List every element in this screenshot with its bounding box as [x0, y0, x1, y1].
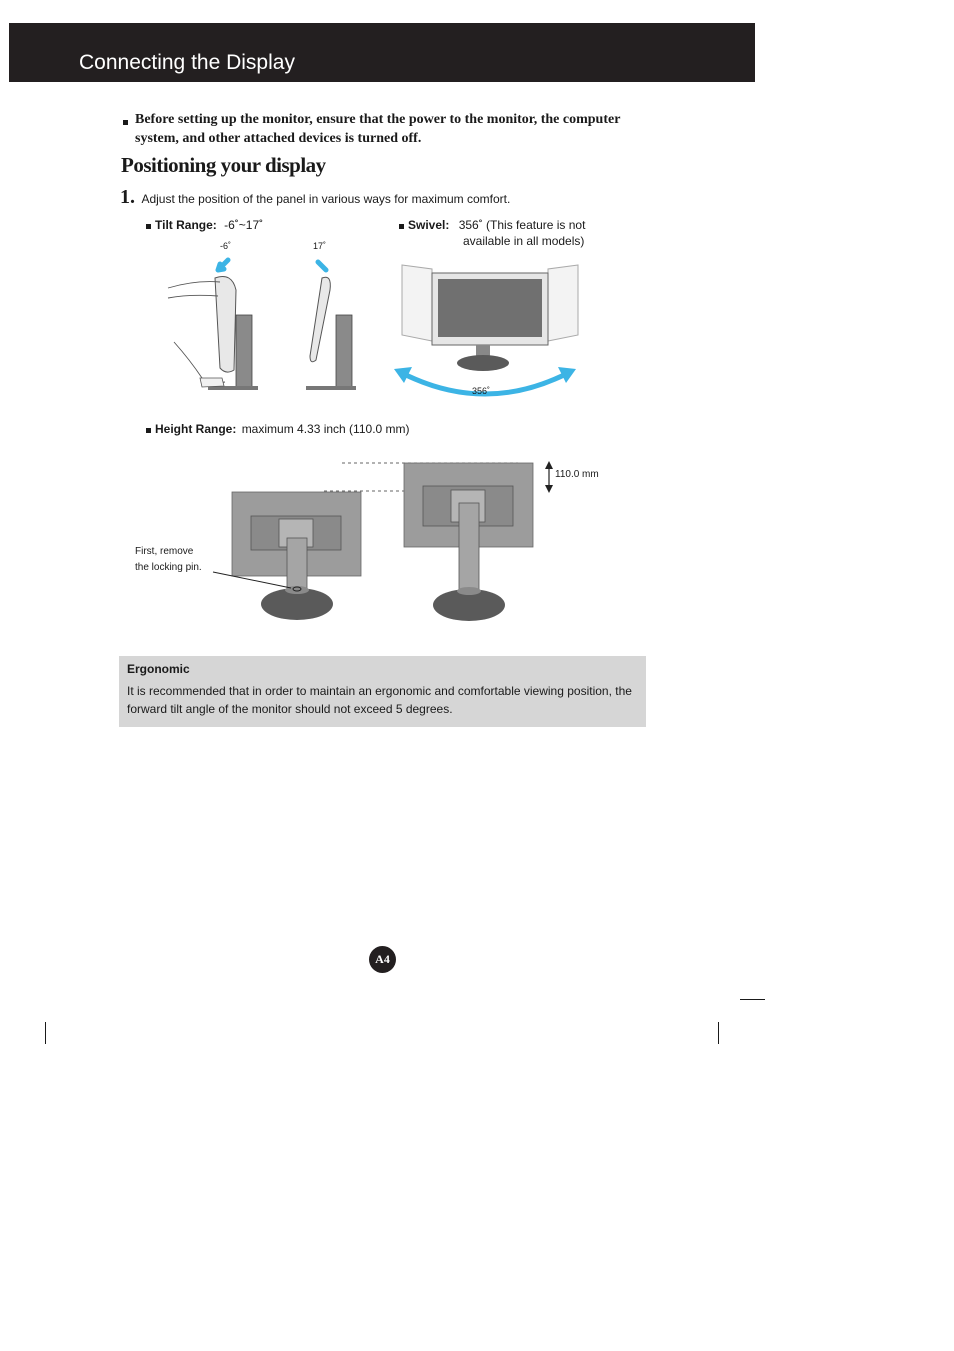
- tilt-range-value: -6˚~17˚: [224, 218, 264, 232]
- monitor-back-raised-icon: [404, 463, 533, 621]
- crop-mark: [740, 999, 765, 1000]
- tilted-forward-monitor-icon: [306, 262, 356, 390]
- crop-mark: [718, 1022, 719, 1044]
- height-dimension-arrow-icon: [545, 461, 553, 493]
- height-dimension-label: 110.0 mm: [555, 469, 599, 480]
- page-number-badge: A4: [369, 946, 396, 973]
- swivel-value-line1: 356˚ (This feature is not: [458, 218, 586, 232]
- crop-mark: [45, 1022, 46, 1044]
- header-bar: [9, 23, 755, 82]
- section-title: Positioning your display: [121, 153, 326, 177]
- bullet-icon: [146, 224, 151, 229]
- page-header-title: Connecting the Display: [79, 51, 295, 74]
- step-1: [120, 186, 510, 209]
- monitor-back-lowered-icon: [232, 492, 361, 620]
- ergonomic-note: [119, 656, 646, 727]
- swivel-value-line2: available in all models): [463, 234, 585, 248]
- swivel-monitor-icon: [394, 265, 578, 394]
- tilt-illustration: [160, 250, 420, 410]
- locking-pin-callout-line2: the locking pin.: [135, 562, 202, 573]
- height-range-label: Height Range:: [155, 422, 237, 436]
- tilt-range-label: Tilt Range:: [155, 218, 217, 232]
- swivel-illustration: [390, 255, 590, 405]
- tilted-back-monitor-icon: [168, 260, 258, 390]
- swivel-label: Swivel:: [408, 218, 450, 232]
- notice-text: Before setting up the monitor, ensure that the power to the monitor, the computer system, and other attached devices is turned off.: [135, 112, 621, 146]
- height-illustration: [225, 455, 525, 635]
- step-text: Adjust the position of the panel in various ways for maximum comfort.: [141, 192, 511, 206]
- step-number: 1.: [120, 186, 135, 208]
- ergonomic-title: Ergonomic: [127, 662, 190, 676]
- height-range-value: maximum 4.33 inch (110.0 mm): [241, 422, 410, 436]
- bullet-icon: [123, 120, 128, 125]
- tilt-back-angle-label: -6˚: [220, 241, 231, 251]
- bullet-icon: [146, 428, 151, 433]
- tilt-forward-angle-label: 17˚: [313, 241, 327, 251]
- locking-pin-callout-line1: First, remove: [135, 546, 194, 557]
- bullet-icon: [399, 224, 404, 229]
- ergonomic-body: It is recommended that in order to maintain an ergonomic and comfortable viewing position, the forward tilt angle of the monitor should not exceed 5 degrees.: [127, 684, 632, 716]
- swivel-angle-label: 356˚: [472, 386, 491, 396]
